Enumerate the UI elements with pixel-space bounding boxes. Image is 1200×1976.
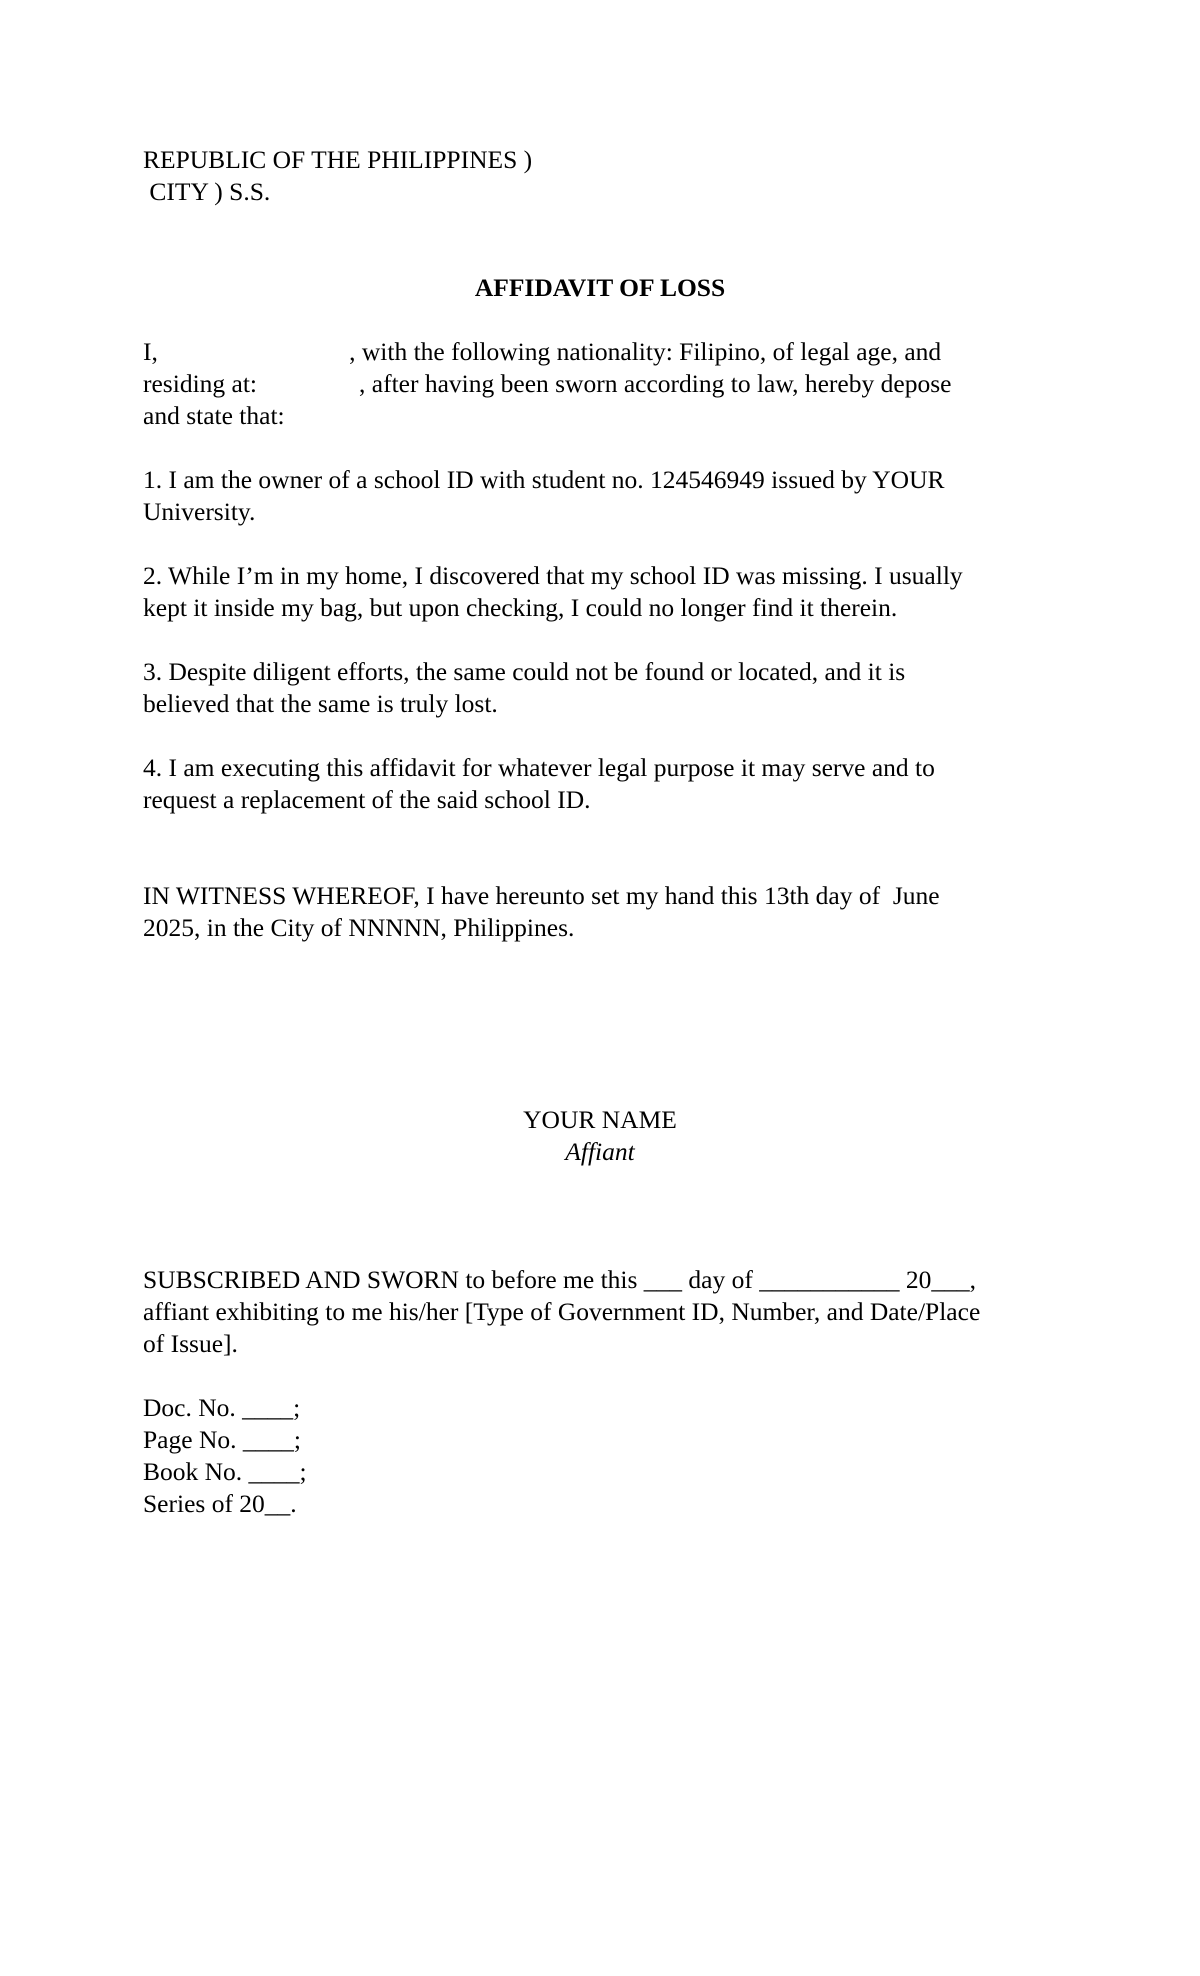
witness-line-1: IN WITNESS WHEREOF, I have hereunto set my hand this 13th day of June <box>143 881 940 910</box>
item-4-line-2: request a replacement of the said school ID. <box>143 785 591 814</box>
doc-no: Doc. No. ____; <box>143 1393 301 1422</box>
jurat-line-1: SUBSCRIBED AND SWORN to before me this ___ day of ___________ 20___, <box>143 1265 976 1294</box>
header-republic: REPUBLIC OF THE PHILIPPINES ) <box>143 145 533 174</box>
witness-line-2: 2025, in the City of NNNNN, Philippines. <box>143 913 575 942</box>
item-1-line-2: University. <box>143 497 256 526</box>
item-3-line-2: believed that the same is truly lost. <box>143 689 498 718</box>
affiant-name: YOUR NAME <box>523 1105 677 1134</box>
item-1-line-1: 1. I am the owner of a school ID with student no. 124546949 issued by YOUR <box>143 465 945 494</box>
item-4-line-1: 4. I am executing this affidavit for whatever legal purpose it may serve and to <box>143 753 935 782</box>
affiant-role: Affiant <box>565 1137 635 1166</box>
page-no: Page No. ____; <box>143 1425 301 1454</box>
jurat-line-3: of Issue]. <box>143 1329 238 1358</box>
series-no: Series of 20__. <box>143 1489 297 1518</box>
intro-line-1: I, , with the following nationality: Filipino, of legal age, and <box>143 337 942 366</box>
item-2-line-2: kept it inside my bag, but upon checking, I could no longer find it therein. <box>143 593 898 622</box>
document-title: AFFIDAVIT OF LOSS <box>474 273 726 302</box>
item-3-line-1: 3. Despite diligent efforts, the same could not be found or located, and it is <box>143 657 906 686</box>
intro-line-2: residing at: , after having been sworn according to law, hereby depose <box>143 369 952 398</box>
book-no: Book No. ____; <box>143 1457 307 1486</box>
jurat-line-2: affiant exhibiting to me his/her [Type of Government ID, Number, and Date/Place <box>143 1297 981 1326</box>
intro-line-3: and state that: <box>143 401 285 430</box>
item-2-line-1: 2. While I’m in my home, I discovered that my school ID was missing. I usually <box>143 561 963 590</box>
header-city: CITY ) S.S. <box>143 177 271 206</box>
